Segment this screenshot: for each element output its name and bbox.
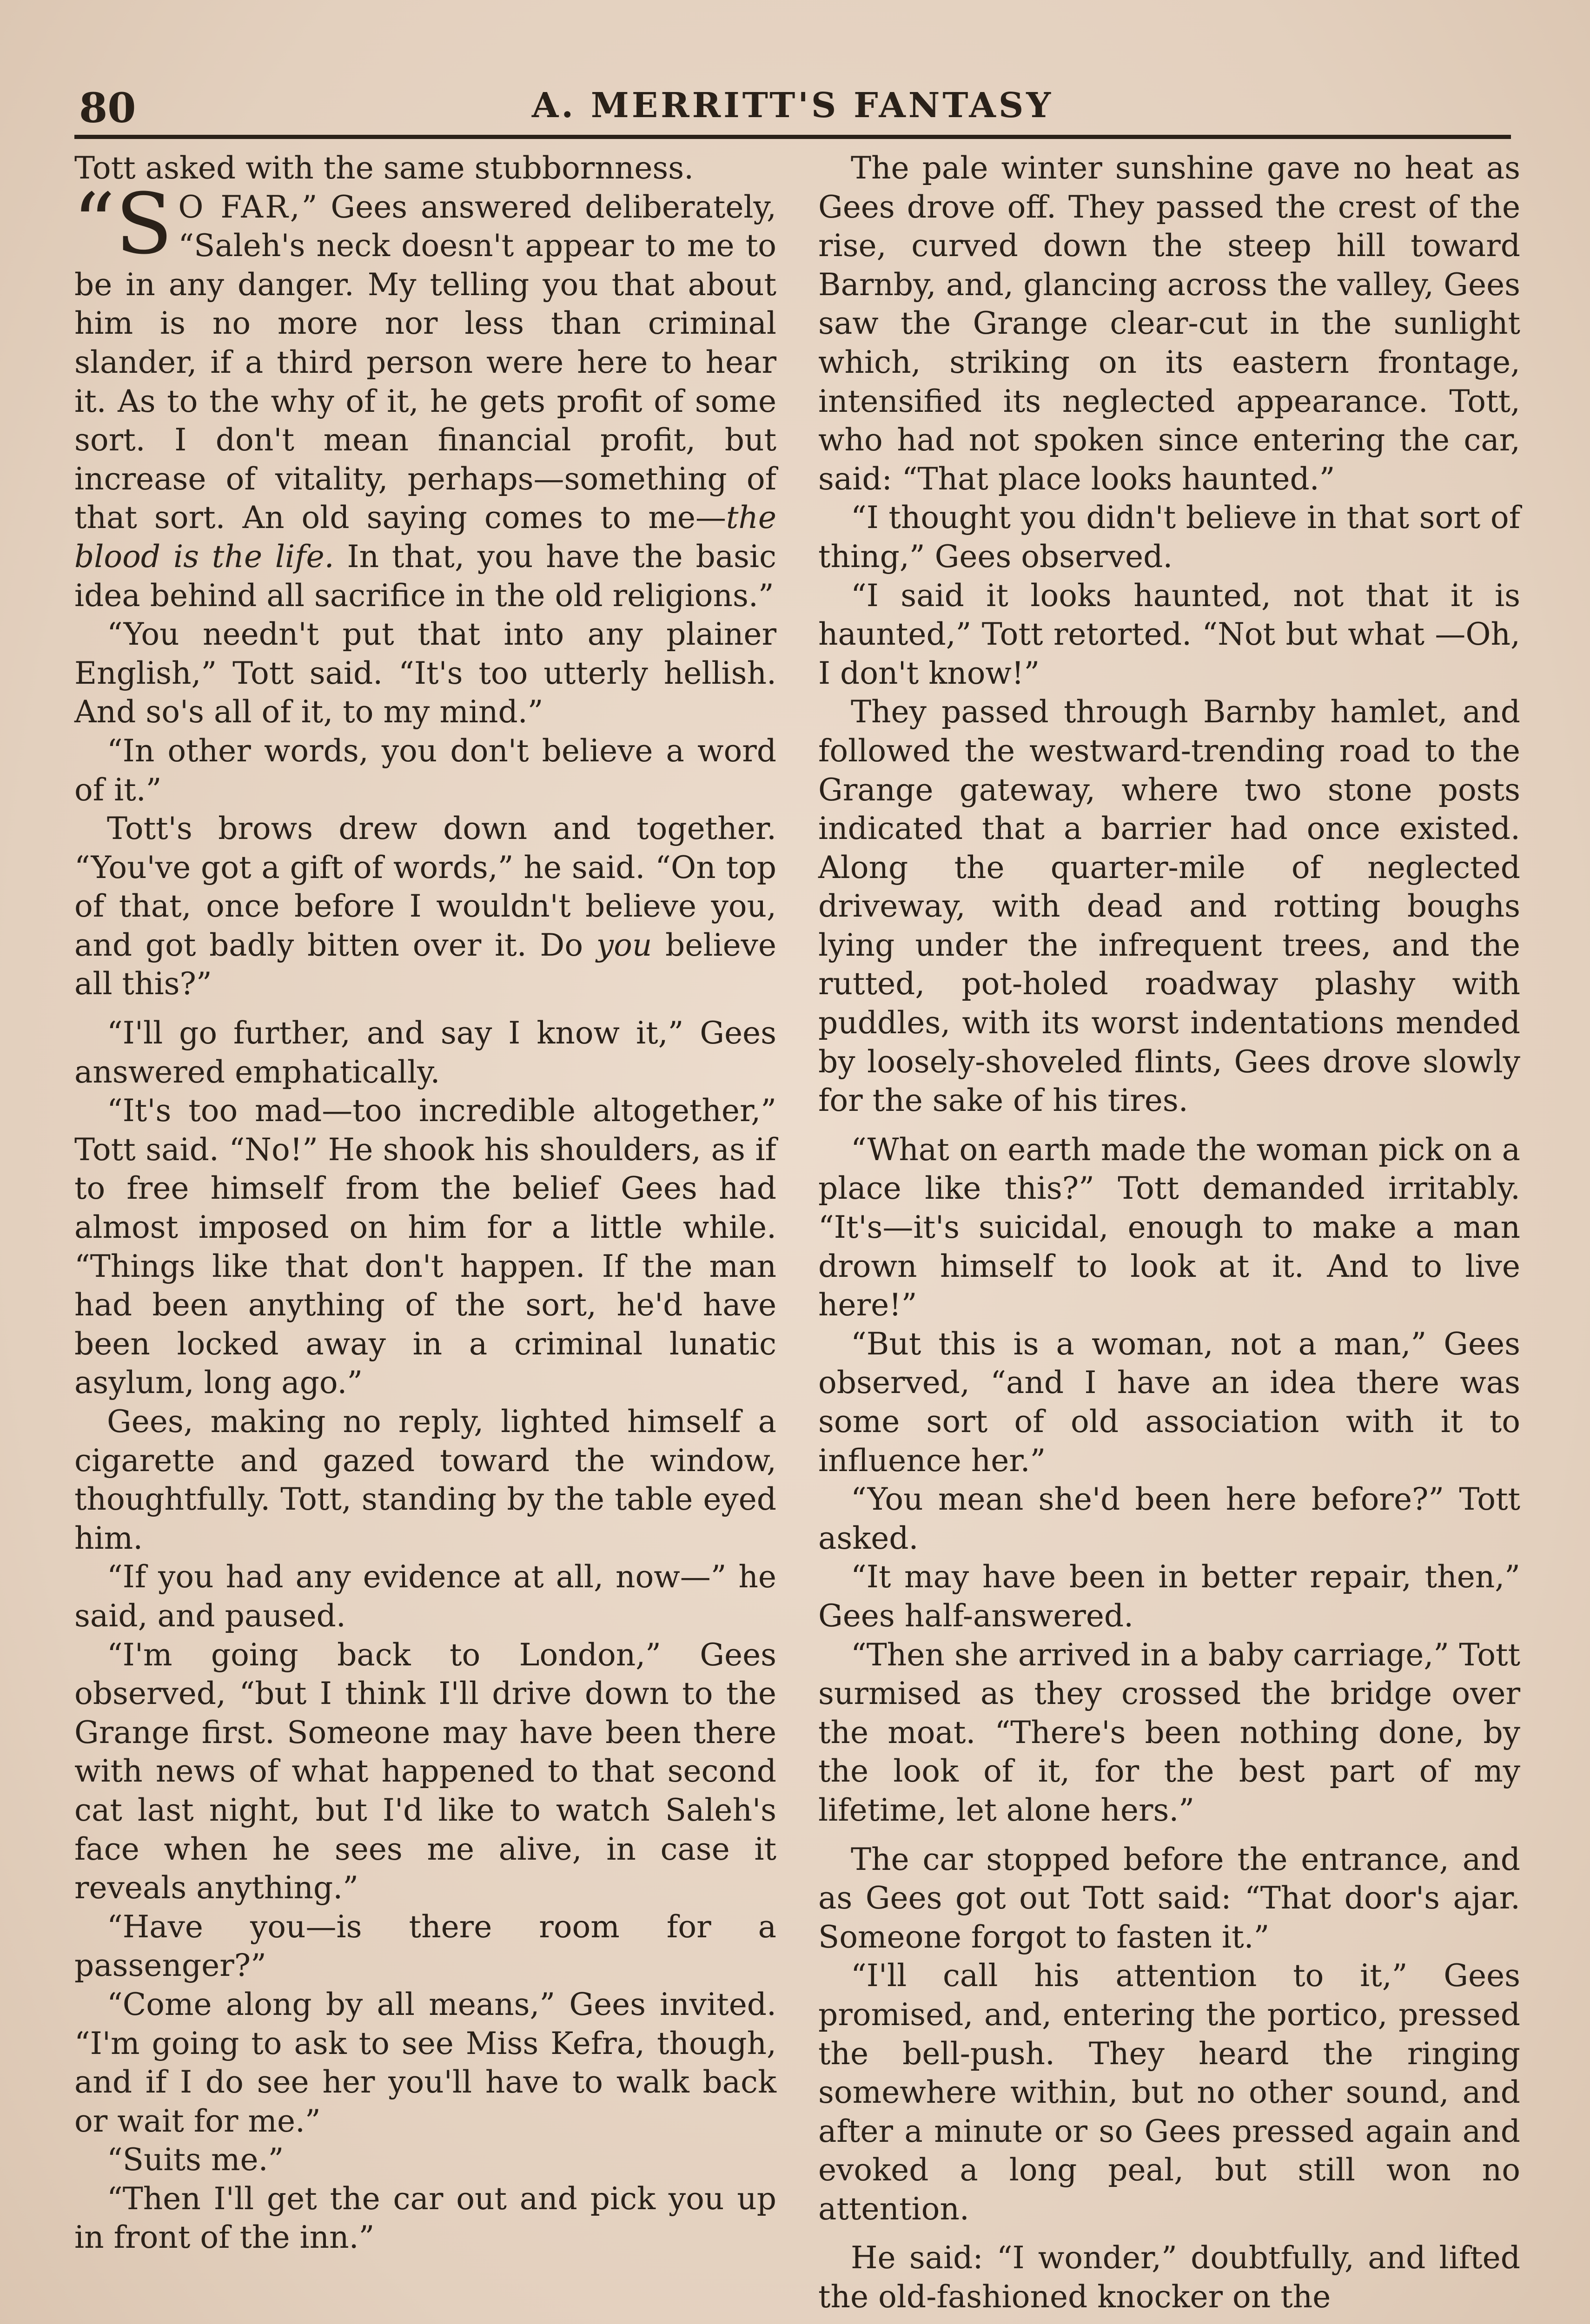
paragraph: “But this is a woman, not a man,” Gees observed, “and I have an idea there was some sort of old association with it to influence her.” <box>818 1326 1520 1479</box>
page-header <box>74 84 1511 139</box>
small-caps-opening: O FAR, <box>178 189 302 225</box>
paragraph: “In other words, you don't believe a word of it.” <box>74 733 776 808</box>
page-number: 80 <box>79 84 136 132</box>
left-column <box>74 149 776 2257</box>
paragraph: “I'm going back to London,” Gees observed, “but I think I'll drive down to the Grange first. Someone may have been there with news of what happened to that second cat last night, but I'd like to watch Saleh's face when he sees me alive, in case it reveals anything.” <box>74 1637 776 1906</box>
paragraph: Gees, making no reply, lighted himself a cigarette and gazed toward the window, thoughtfully. Tott, standing by the table eyed him. <box>74 1404 776 1556</box>
paragraph-text: ” Gees answered deliberately, “Saleh's neck doesn't appear to me to be in any danger. My telling you that about him is no more nor less than criminal slander, if a third person were here to hear it. As to the why of it, he gets profit of some sort. I don't mean financial profit, but increase of vitality, perhaps—something of that sort. An old saying comes to me— <box>74 189 776 536</box>
paragraph-text: Tott's brows drew down and together. “You've got a gift of words,” he said. “On top of that, once before I wouldn't believe you, and got badly bitten over it. Do <box>74 811 776 963</box>
paragraph: The car stopped before the entrance, and as Gees got out Tott said: “That door's ajar. Someone forgot to fasten it.” <box>818 1841 1520 1955</box>
drop-cap-quote: “ <box>73 175 116 273</box>
paragraph: “It may have been in better repair, then,” Gees half-answered. <box>818 1559 1520 1634</box>
paragraph: “I'll go further, and say I know it,” Gees answered emphatically. <box>74 1015 776 1090</box>
paragraph: “I said it looks haunted, not that it is haunted,” Tott retorted. “Not but what —Oh, I don't know!” <box>818 577 1520 691</box>
paragraph: “What on earth made the woman pick on a place like this?” Tott demanded irritably. “It's—it's suicidal, enough to make a man drown himself to look at it. And to live here!” <box>818 1131 1520 1323</box>
paragraph: “Have you—is there room for a passenger?” <box>74 1908 776 1984</box>
paragraph: “You needn't put that into any plainer English,” Tott said. “It's too utterly hellish. And so's all of it, to my mind.” <box>74 616 776 730</box>
paragraph: “I thought you didn't believe in that sort of thing,” Gees observed. <box>818 500 1520 574</box>
paragraph-text: In that, you have the basic idea behind all sacrifice in the old religions.” <box>74 538 776 614</box>
drop-cap-letter: S <box>115 175 173 273</box>
drop-cap <box>73 175 173 273</box>
paragraph: “Then I'll get the car out and pick you up in front of the inn.” <box>74 2180 776 2256</box>
paragraph: “You mean she'd been here before?” Tott asked. <box>818 1481 1520 1556</box>
italic-word: you <box>596 927 652 963</box>
right-column <box>818 149 1520 2317</box>
paragraph-text: believe all this?” <box>74 927 776 1002</box>
paragraph: They passed through Barnby hamlet, and followed the westward-trending road to the Grange gateway, where two stone posts indicated that a barrier had once existed. Along the quarter-mile of neglected driveway, with dead and rotting boughs lying under the infrequent trees, and the rutted, pot-holed roadway plashy with puddles, with its worst indentations mended by loosely-shoveled flints, Gees drove slowly for the sake of his tires. <box>818 694 1520 1119</box>
paragraph: Tott asked with the same stubbornness. <box>74 150 694 186</box>
paragraph: “It's too mad—too incredible altogether,” Tott said. “No!” He shook his shoulders, as if to free himself from the belief Gees had almost imposed on him for a little while. “Things like that don't happen. If the man had been anything of the sort, he'd have been locked away in a criminal lunatic asylum, long ago.” <box>74 1093 776 1401</box>
paragraph: “If you had any evidence at all, now—” he said, and paused. <box>74 1559 776 1634</box>
running-head: A. MERRITT'S FANTASY <box>531 86 1054 125</box>
paragraph-dropcap <box>73 175 776 615</box>
paragraph <box>74 809 776 1004</box>
italic-phrase: the blood is the life. <box>74 500 776 574</box>
paragraph: “Come along by all means,” Gees invited. “I'm going to ask to see Miss Kefra, though, and if I do see her you'll have to walk back or wait for me.” <box>74 1986 776 2139</box>
paragraph: He said: “I wonder,” doubtfully, and lifted the old-fashioned knocker on the <box>818 2240 1520 2315</box>
paragraph: The pale winter sunshine gave no heat as Gees drove off. They passed the crest of the rise, curved down the steep hill toward Barnby, and, glancing across the valley, Gees saw the Grange clear-cut in the sunlight which, striking on its eastern frontage, intensified its neglected appearance. Tott, who had not spoken since entering the car, said: “That place looks haunted.” <box>818 150 1520 497</box>
paragraph: “I'll call his attention to it,” Gees promised, and, entering the portico, pressed the bell-push. They heard the ringing somewhere within, but no other sound, and after a minute or so Gees pressed again and evoked a long peal, but still won no attention. <box>818 1958 1520 2227</box>
paragraph: “Suits me.” <box>107 2142 284 2178</box>
paragraph: “Then she arrived in a baby carriage,” Tott surmised as they crossed the bridge over the moat. “There's been nothing done, by the look of it, for the best part of my lifetime, let alone hers.” <box>818 1637 1520 1828</box>
